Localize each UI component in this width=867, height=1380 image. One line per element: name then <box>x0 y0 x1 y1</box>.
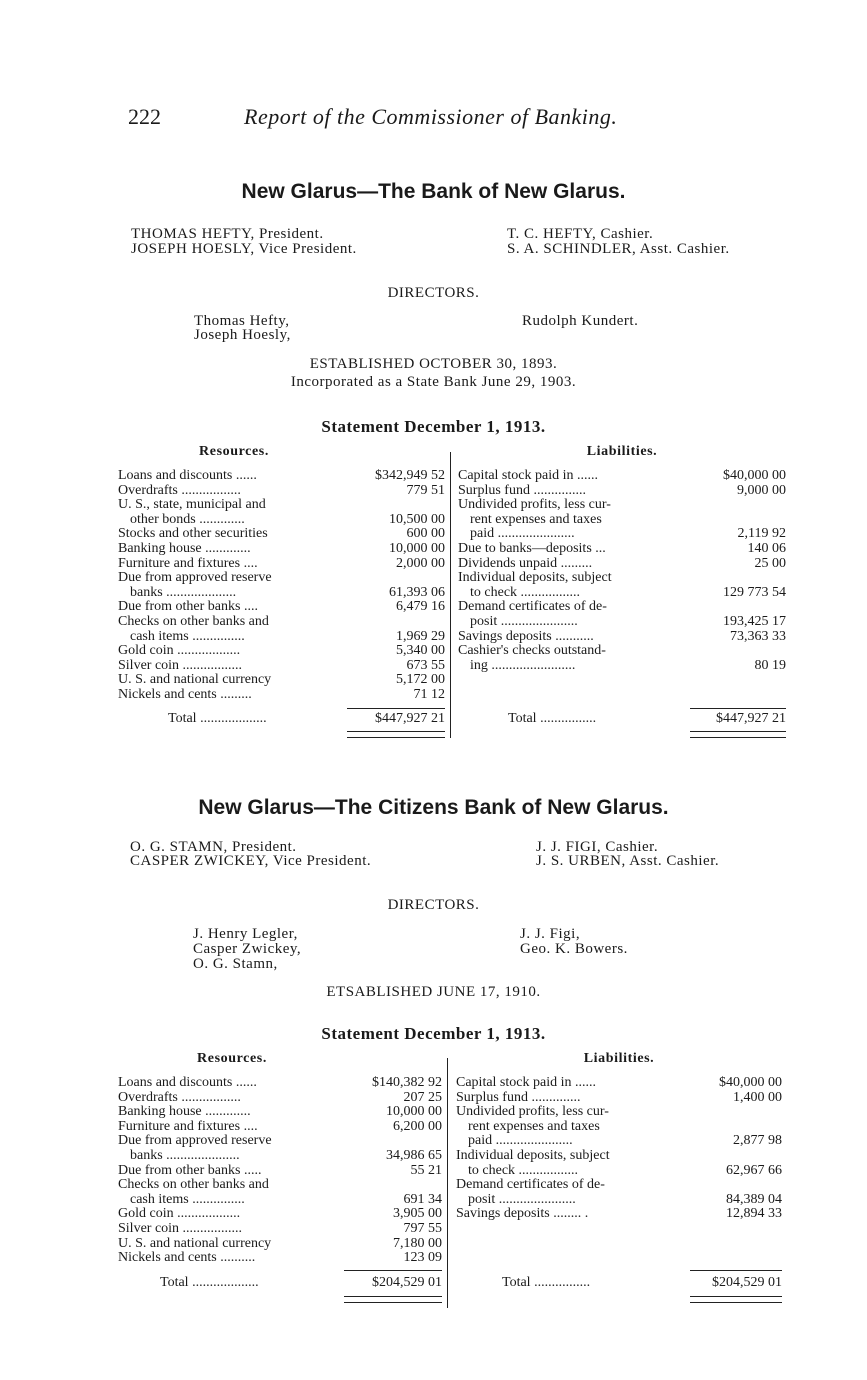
bank1-officer-asst-cashier: S. A. SCHINDLER, Asst. Cashier. <box>507 241 730 257</box>
bank1-resources-double-rule <box>347 731 445 738</box>
bank2-resources-total-row <box>118 1276 442 1291</box>
row-label: U. S. and national currency <box>118 673 272 688</box>
row-label: Surplus fund .............. <box>456 1090 581 1105</box>
bank2-officer-vice-president: CASPER ZWICKEY, Vice President. <box>130 853 372 869</box>
row-amount: 25 00 <box>754 555 786 571</box>
row-label: banks ..................... <box>130 1148 240 1163</box>
statement-row <box>456 1178 782 1193</box>
bank2-liabilities-list <box>456 1076 782 1222</box>
row-label: Savings deposits ........... <box>458 629 594 644</box>
row-amount: 73,363 33 <box>730 628 786 644</box>
running-title: Report of the Commissioner of Banking. <box>244 104 618 129</box>
row-amount: 123 09 <box>403 1250 442 1266</box>
bank1-liabilities-list <box>458 469 786 673</box>
statement-row <box>118 586 445 601</box>
statement-row <box>458 571 786 586</box>
row-label: Furniture and fixtures .... <box>118 1119 258 1134</box>
row-label: Furniture and fixtures .... <box>118 556 258 571</box>
statement-row <box>118 571 445 586</box>
statement-row <box>458 615 786 630</box>
bank1-liabilities-total: $447,927 21 <box>716 711 786 726</box>
row-label: Banking house ............. <box>118 1105 251 1120</box>
bank2-directors-heading: DIRECTORS. <box>387 897 480 913</box>
row-amount: 34,986 65 <box>386 1147 442 1163</box>
bank1-directors-heading: DIRECTORS. <box>387 285 480 301</box>
statement-row <box>118 469 445 484</box>
statement-row <box>118 1222 442 1237</box>
row-amount: 5,172 00 <box>396 672 445 688</box>
row-label: U. S. and national currency <box>118 1236 272 1251</box>
statement-row <box>456 1105 782 1120</box>
statement-row <box>118 1237 442 1252</box>
row-amount: 62,967 66 <box>726 1162 782 1178</box>
bank1-resources-total-label: Total ................... <box>168 712 267 726</box>
statement-row <box>458 659 786 674</box>
row-label: Stocks and other securities <box>118 527 268 542</box>
statement-row <box>458 469 786 484</box>
row-label: Banking house ............. <box>118 541 251 556</box>
row-amount: 6,200 00 <box>393 1118 442 1134</box>
bank2-director: Casper Zwickey, <box>193 941 302 957</box>
row-amount: 6,479 16 <box>396 599 445 615</box>
statement-row <box>456 1207 782 1222</box>
statement-row <box>118 557 445 572</box>
statement-row <box>456 1134 782 1149</box>
bank1-officer-vice-president: JOSEPH HOESLY, Vice President. <box>131 241 357 257</box>
bank2-established: ETSABLISHED JUNE 17, 1910. <box>326 984 541 1000</box>
row-label: Undivided profits, less cur- <box>456 1105 609 1120</box>
row-label: Overdrafts ................. <box>118 483 241 498</box>
statement-row <box>118 1134 442 1149</box>
row-amount: 129 773 54 <box>723 584 786 600</box>
bank1-resources-rule <box>347 708 445 709</box>
bank2-director: O. G. Stamn, <box>193 956 278 972</box>
bank2-resources-heading: Resources. <box>197 1051 267 1066</box>
row-label: other bonds ............. <box>130 512 245 527</box>
row-label: Due from approved reserve <box>118 571 272 586</box>
bank2-liabilities-heading: Liabilities. <box>583 1051 655 1066</box>
statement-row <box>118 1076 442 1091</box>
statement-row <box>118 498 445 513</box>
statement-row <box>458 527 786 542</box>
bank2-liabilities-total: $204,529 01 <box>712 1275 782 1290</box>
row-label: ing ........................ <box>470 658 576 673</box>
statement-row <box>458 644 786 659</box>
bank1-title: New Glarus—The Bank of New Glarus. <box>241 180 626 203</box>
row-amount: 2,877 98 <box>733 1133 782 1149</box>
row-label: Nickels and cents .......... <box>118 1251 256 1266</box>
row-label: Gold coin .................. <box>118 1207 241 1222</box>
bank1-director: Rudolph Kundert. <box>522 313 639 329</box>
statement-row <box>118 1178 442 1193</box>
row-label: to check ................. <box>470 585 581 600</box>
row-label: Loans and discounts ...... <box>118 469 257 483</box>
row-amount: $40,000 00 <box>719 1075 782 1090</box>
statement-row <box>118 1149 442 1164</box>
bank1-liabilities-double-rule <box>690 731 786 738</box>
row-amount: 55 21 <box>410 1162 442 1178</box>
statement-row <box>456 1091 782 1106</box>
row-label: Nickels and cents ......... <box>118 687 252 702</box>
statement-row <box>118 644 445 659</box>
statement-row <box>458 557 786 572</box>
row-label: posit ...................... <box>470 614 578 629</box>
bank1-resources-heading: Resources. <box>199 444 269 459</box>
row-label: Surplus fund ............... <box>458 483 586 498</box>
statement-row <box>118 542 445 557</box>
bank2-director: J. J. Figi, <box>520 926 581 942</box>
bank2-officer-asst-cashier: J. S. URBEN, Asst. Cashier. <box>536 853 720 869</box>
row-label: Demand certificates of de- <box>458 600 607 615</box>
row-amount: 3,905 00 <box>393 1206 442 1222</box>
row-amount: 673 55 <box>406 657 445 673</box>
statement-row <box>118 1105 442 1120</box>
row-label: rent expenses and taxes <box>468 1119 600 1134</box>
bank2-statement-heading: Statement December 1, 1913. <box>321 1024 546 1043</box>
row-label: Savings deposits ........ . <box>456 1207 589 1222</box>
statement-row <box>118 1207 442 1222</box>
statement-row <box>118 688 445 703</box>
bank2-liabilities-double-rule <box>690 1296 782 1303</box>
row-amount: 10,000 00 <box>386 1104 442 1120</box>
row-label: Silver coin ................. <box>118 658 243 673</box>
statement-row <box>456 1193 782 1208</box>
bank2-officer-president: O. G. STAMN, President. <box>130 839 297 855</box>
row-amount: 779 51 <box>406 482 445 498</box>
statement-row <box>458 498 786 513</box>
row-amount: 797 55 <box>403 1220 442 1236</box>
row-label: cash items ............... <box>130 1192 245 1207</box>
row-label: Undivided profits, less cur- <box>458 498 611 513</box>
row-amount: 84,389 04 <box>726 1191 782 1207</box>
bank2-liabilities-total-row <box>456 1276 782 1291</box>
bank2-liabilities-rule <box>690 1270 782 1271</box>
statement-row <box>118 1120 442 1135</box>
row-label: Capital stock paid in ...... <box>456 1076 596 1090</box>
row-amount: $40,000 00 <box>723 468 786 483</box>
statement-row <box>118 527 445 542</box>
statement-row <box>456 1149 782 1164</box>
row-label: Individual deposits, subject <box>458 571 612 586</box>
bank1-officer-president: THOMAS HEFTY, President. <box>131 226 324 242</box>
row-amount: 12,894 33 <box>726 1206 782 1222</box>
bank2-director: J. Henry Legler, <box>193 926 298 942</box>
row-amount: 207 25 <box>403 1089 442 1105</box>
bank1-liabilities-total-row <box>458 712 786 727</box>
bank1-liabilities-rule <box>690 708 786 709</box>
bank1-statement-heading: Statement December 1, 1913. <box>321 417 546 436</box>
row-label: rent expenses and taxes <box>470 512 602 527</box>
bank1-column-divider <box>450 452 451 738</box>
bank1-resources-total-row <box>118 712 445 727</box>
statement-row <box>458 484 786 499</box>
statement-row <box>458 600 786 615</box>
bank1-director: Thomas Hefty, <box>194 313 290 329</box>
row-amount: 7,180 00 <box>393 1235 442 1251</box>
row-amount: 80 19 <box>754 657 786 673</box>
bank2-resources-total: $204,529 01 <box>372 1275 442 1290</box>
row-amount: 140 06 <box>747 540 786 556</box>
row-label: Capital stock paid in ...... <box>458 469 598 483</box>
bank1-liabilities-heading: Liabilities. <box>586 444 658 459</box>
statement-row <box>118 1251 442 1266</box>
statement-row <box>456 1164 782 1179</box>
row-label: Dividends unpaid ......... <box>458 556 593 571</box>
bank1-resources-list <box>118 469 445 703</box>
row-amount: $140,382 92 <box>372 1075 442 1090</box>
row-label: Due from other banks ..... <box>118 1163 262 1178</box>
row-amount: 5,340 00 <box>396 643 445 659</box>
statement-row <box>118 1164 442 1179</box>
statement-row <box>118 484 445 499</box>
row-amount: 71 12 <box>413 686 445 702</box>
bank1-officer-cashier: T. C. HEFTY, Cashier. <box>507 226 654 242</box>
row-label: banks .................... <box>130 585 237 600</box>
statement-row <box>458 630 786 645</box>
row-amount: 600 00 <box>406 526 445 542</box>
statement-row <box>118 630 445 645</box>
bank2-resources-rule <box>344 1270 442 1271</box>
bank1-incorporated: Incorporated as a State Bank June 29, 1903. <box>290 374 577 390</box>
bank1-resources-total: $447,927 21 <box>375 711 445 726</box>
row-amount: 2,119 92 <box>737 526 786 542</box>
statement-row <box>456 1120 782 1135</box>
statement-row <box>458 513 786 528</box>
statement-row <box>118 600 445 615</box>
row-amount: $342,949 52 <box>375 468 445 483</box>
statement-row <box>458 586 786 601</box>
statement-row <box>118 659 445 674</box>
row-label: paid ...................... <box>468 1134 573 1149</box>
row-amount: 9,000 00 <box>737 482 786 498</box>
row-label: cash items ............... <box>130 629 245 644</box>
row-label: Due from approved reserve <box>118 1134 272 1149</box>
row-amount: 691 34 <box>403 1191 442 1207</box>
row-label: U. S., state, municipal and <box>118 498 266 513</box>
statement-row <box>118 513 445 528</box>
row-amount: 193,425 17 <box>723 613 786 629</box>
row-label: Due to banks—deposits ... <box>458 541 606 556</box>
statement-row <box>118 615 445 630</box>
row-label: Cashier's checks outstand- <box>458 644 606 659</box>
statement-row <box>118 673 445 688</box>
row-amount: 61,393 06 <box>389 584 445 600</box>
bank2-title: New Glarus—The Citizens Bank of New Glarus. <box>198 796 669 819</box>
statement-row <box>458 542 786 557</box>
row-label: Checks on other banks and <box>118 614 269 629</box>
row-label: Gold coin .................. <box>118 644 241 659</box>
row-label: paid ...................... <box>470 527 575 542</box>
row-label: Demand certificates of de- <box>456 1178 605 1193</box>
row-label: Loans and discounts ...... <box>118 1076 257 1090</box>
row-label: Due from other banks .... <box>118 600 258 615</box>
bank2-resources-double-rule <box>344 1296 442 1303</box>
row-label: Silver coin ................. <box>118 1221 243 1236</box>
row-amount: 1,400 00 <box>733 1089 782 1105</box>
bank2-officer-cashier: J. J. FIGI, Cashier. <box>536 839 659 855</box>
bank2-resources-list <box>118 1076 442 1266</box>
statement-row <box>118 1091 442 1106</box>
row-amount: 10,500 00 <box>389 511 445 527</box>
bank1-liabilities-total-label: Total ................ <box>508 712 597 726</box>
statement-row <box>456 1076 782 1091</box>
row-label: posit ...................... <box>468 1192 576 1207</box>
bank2-director: Geo. K. Bowers. <box>520 941 628 957</box>
row-amount: 2,000 00 <box>396 555 445 571</box>
bank2-column-divider <box>447 1058 448 1308</box>
row-amount: 1,969 29 <box>396 628 445 644</box>
bank1-established: ESTABLISHED OCTOBER 30, 1893. <box>309 356 558 372</box>
row-amount: 10,000 00 <box>389 540 445 556</box>
row-label: Checks on other banks and <box>118 1178 269 1193</box>
statement-row <box>118 1193 442 1208</box>
bank1-director: Joseph Hoesly, <box>194 327 291 343</box>
bank2-liabilities-total-label: Total ................ <box>502 1276 591 1290</box>
bank2-resources-total-label: Total ................... <box>160 1276 259 1290</box>
row-label: Individual deposits, subject <box>456 1148 610 1163</box>
row-label: Overdrafts ................. <box>118 1090 241 1105</box>
row-label: to check ................. <box>468 1163 579 1178</box>
page-number: 222 <box>128 104 161 129</box>
